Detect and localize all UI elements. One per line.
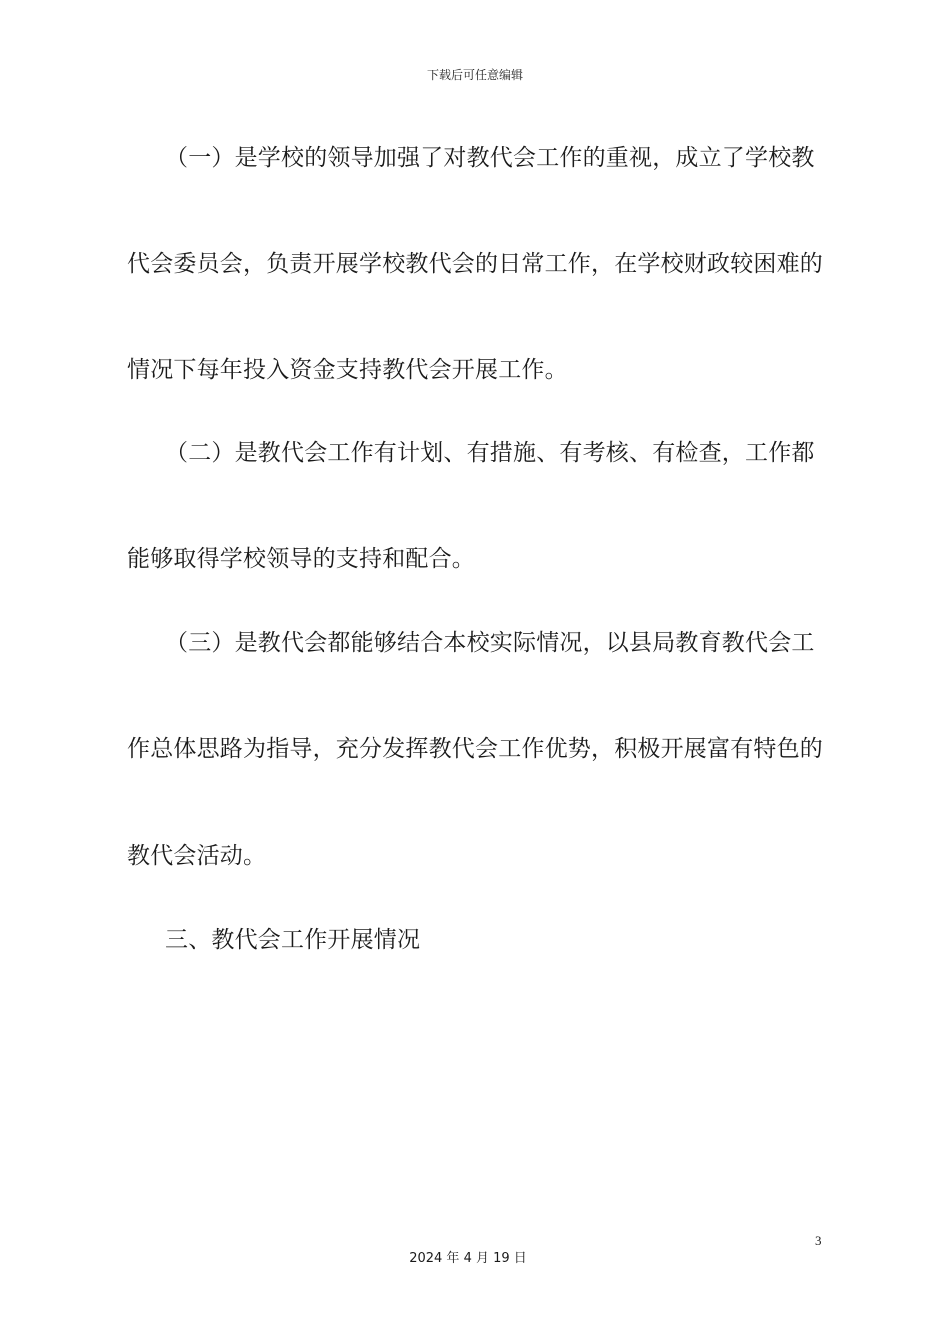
paragraph-1-line-1: （一）是学校的领导加强了对教代会工作的重视，成立了学校教 — [165, 145, 815, 171]
footer-date: 2024 年 4 月 19 日 — [409, 1251, 527, 1266]
paragraph-2-line-2: 能够取得学校领导的支持和配合。 — [127, 546, 475, 572]
paragraph-3-line-2: 作总体思路为指导，充分发挥教代会工作优势，积极开展富有特色的 — [127, 736, 823, 762]
paragraph-1-line-2: 代会委员会，负责开展学校教代会的日常工作，在学校财政较困难的 — [127, 251, 823, 277]
section-heading: 三、教代会工作开展情况 — [165, 927, 421, 953]
page-number: 3 — [815, 1233, 822, 1248]
paragraph-3-line-3: 教代会活动。 — [127, 843, 267, 869]
paragraph-3-line-1: （三）是教代会都能够结合本校实际情况，以县局教育教代会工 — [165, 630, 815, 656]
paragraph-1-line-3: 情况下每年投入资金支持教代会开展工作。 — [127, 357, 568, 383]
page-header: 下载后可任意编辑 — [426, 68, 523, 82]
paragraph-2-line-1: （二）是教代会工作有计划、有措施、有考核、有检查，工作都 — [165, 440, 815, 466]
